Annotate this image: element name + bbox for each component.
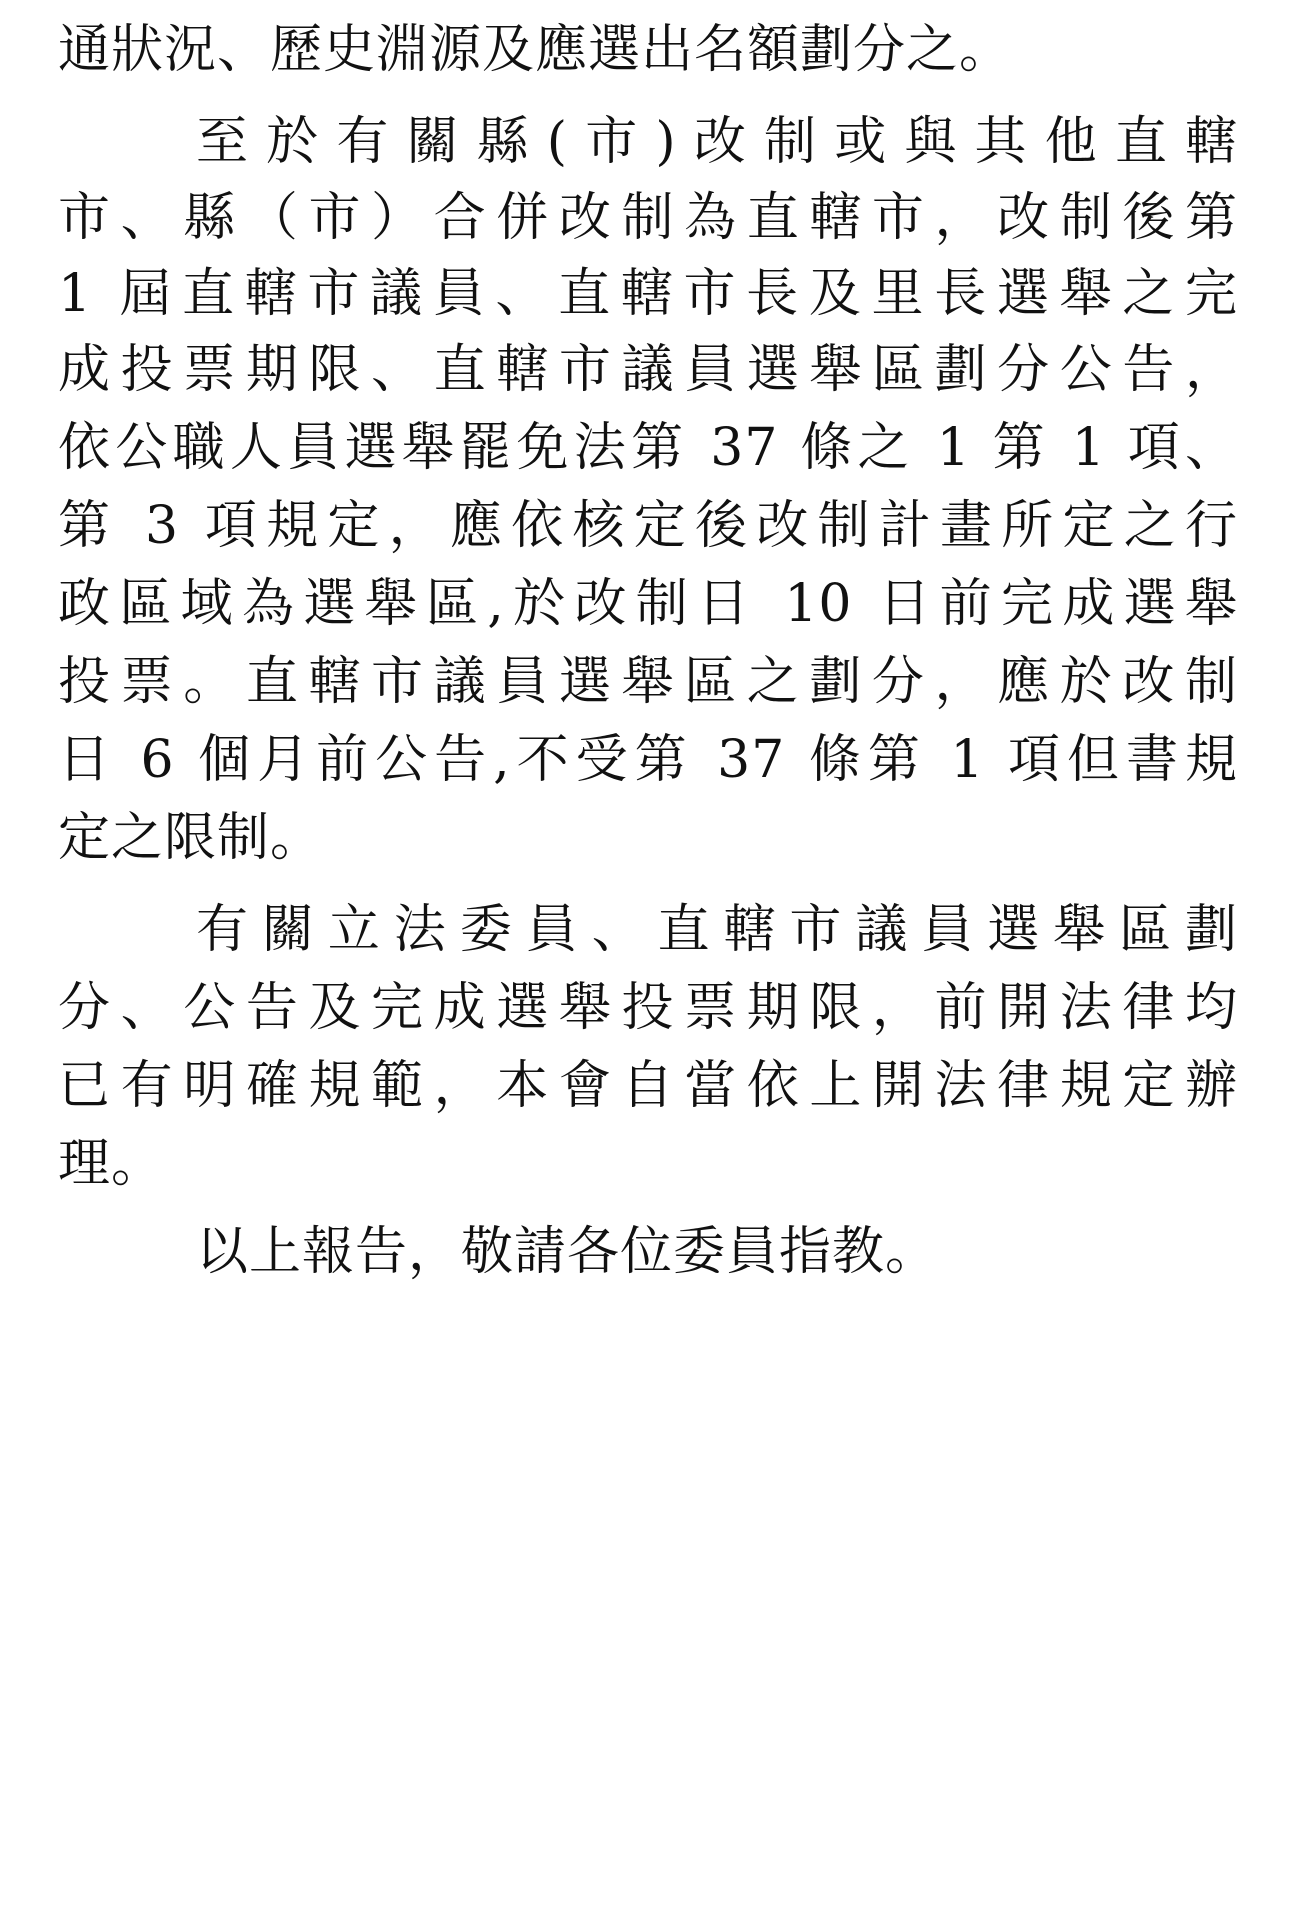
closing-line: 以上報告，敬請各位委員指教。 (196, 1222, 939, 1282)
text-line: 投票。直轄市議員選舉區之劃分，應於改制 (58, 652, 1238, 712)
text-line: 日 6 個月前公告,不受第 37 條第 1 項但書規 (58, 730, 1238, 790)
text-line: 市、縣（市）合併改制為直轄市，改制後第 (58, 188, 1238, 248)
text-line: 定之限制。 (58, 808, 324, 868)
text-line: 分、公告及完成選舉投票期限，前開法律均 (58, 978, 1238, 1038)
text-line: 成投票期限、直轄市議員選舉區劃分公告， (58, 340, 1238, 400)
text-line: 依公職人員選舉罷免法第 37 條之 1 第 1 項、 (58, 418, 1238, 478)
text-line: 理。 (58, 1134, 165, 1194)
paragraph-first-line: 有關立法委員、直轄市議員選舉區劃 (196, 900, 1238, 960)
paragraph-first-line: 至於有關縣(市)改制或與其他直轄 (196, 112, 1238, 172)
text-line: 第 3 項規定，應依核定後改制計畫所定之行 (58, 496, 1238, 556)
text-line: 1 屆直轄市議員、直轄市長及里長選舉之完 (58, 264, 1238, 324)
text-line: 已有明確規範，本會自當依上開法律規定辦 (58, 1056, 1238, 1116)
text-line: 通狀況、歷史淵源及應選出名額劃分之。 (58, 20, 1013, 80)
text-line: 政區域為選舉區,於改制日 10 日前完成選舉 (58, 574, 1238, 634)
